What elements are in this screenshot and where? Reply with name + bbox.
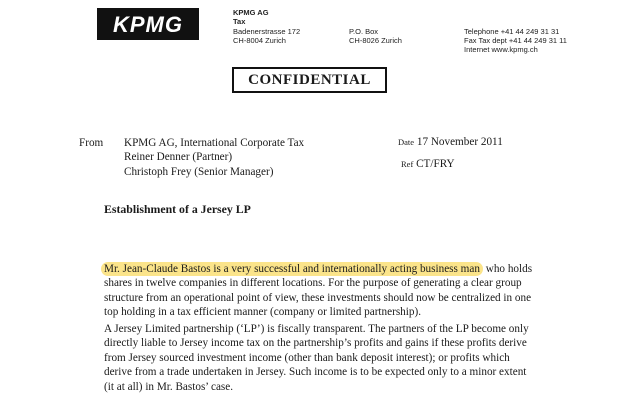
po-block (349, 27, 402, 46)
subject-heading: Establishment of a Jersey LP (104, 202, 251, 216)
contact-fax: Fax Tax dept +41 44 249 31 11 (464, 35, 567, 45)
ref-row (401, 158, 455, 170)
paragraph-1 (104, 262, 564, 320)
from-block (124, 136, 304, 179)
ref-value: CT/FRY (416, 158, 455, 170)
company-street: Badenerstrasse 172 (233, 26, 301, 36)
kpmg-logo (97, 8, 199, 40)
confidential-label: CONFIDENTIAL (232, 67, 387, 93)
company-dept: Tax (233, 17, 246, 27)
contact-block (464, 27, 567, 55)
paragraph-line: top holding in a tax efficient manner (company or limited partnership). (104, 306, 421, 319)
paragraph-line: (it at all) in Mr. Bastos’ case. (104, 380, 234, 393)
from-line: Reiner Denner (Partner) (124, 151, 233, 164)
paragraph-line: A Jersey Limited partnership (‘LP’) is fiscally transparent. The partners of the LP become only (104, 323, 529, 335)
from-label: From (79, 137, 104, 149)
paragraph-line: from Jersey sourced investment income (other than bank deposit interest); or profits which (104, 351, 510, 364)
company-block (233, 8, 300, 45)
highlighted-text: Mr. Jean-Claude Bastos is a very successful and internationally acting business man (101, 262, 483, 276)
date-value: 17 November 2011 (416, 136, 503, 148)
from-line: Christoph Frey (Senior Manager) (124, 165, 274, 178)
paragraph-line: directly liable to Jersey income tax on the partnership’s profits and gains if these profits derive (104, 337, 527, 350)
paragraph-line: derive from a trade undertaken in Jersey. Such income is to be expected only to a minor extent (104, 366, 527, 379)
company-name: KPMG AG (233, 8, 269, 17)
date-row (398, 136, 503, 148)
date-label: Date (398, 137, 415, 147)
contact-web: Internet www.kpmg.ch (464, 45, 538, 55)
paragraph-line: structure from an operational point of view, these investments should now be centralized in one (104, 291, 532, 304)
contact-phone: Telephone +41 44 249 31 31 (464, 26, 560, 36)
company-city: CH-8004 Zurich (233, 35, 286, 45)
paragraph-line: shares in twelve companies in different locations. For the purpose of generating a clear group (104, 277, 522, 290)
po-city: CH-8026 Zurich (349, 35, 402, 45)
paragraph-2 (104, 322, 564, 394)
logo-text: KPMG (113, 12, 183, 37)
line-rest: who holds (482, 263, 533, 275)
ref-label: Ref (401, 159, 414, 169)
from-line: KPMG AG, International Corporate Tax (124, 137, 305, 149)
po-box: P.O. Box (349, 26, 379, 36)
